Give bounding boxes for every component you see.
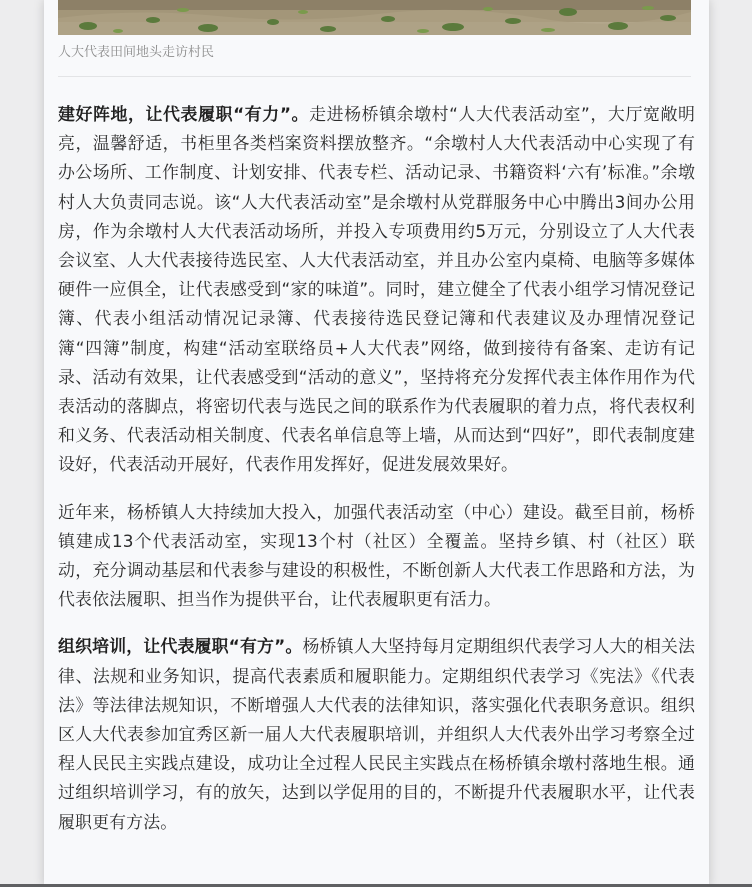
photo-caption: 人大代表田间地头走访村民 — [58, 45, 215, 60]
article-body — [58, 100, 695, 855]
article-container — [44, 0, 709, 887]
paragraph-3-text: 杨桥镇人大坚持每月定期组织代表学习人大的相关法律、法规和业务知识，提高代表素质和履职能力。定期组织代表学习《宪法》《代表法》等法律法规知识，不断增强人大代表的法律知识，落实强化代表职务意识。组织区人大代表参加宜秀区新一届人大代表履职培训，并组织人大代表外出学习考察全过程人民民主实践点建设，成功让全过程人民民主实践点在杨桥镇余墩村落地生根。通过组织培训学习，有的放矢，达到以学促用的目的，不断提升代表履职水平，让代表履职更有方法。 — [58, 636, 695, 832]
paragraph-3-lead: 组织培训，让代表履职“有方”。 — [58, 636, 303, 657]
paragraph-1-text: 走进杨桥镇余墩村“人大代表活动室”，大厅宽敞明亮，温馨舒适，书柜里各类档案资料摆放整齐。“余墩村人大代表活动中心实现了有办公场所、工作制度、计划安排、代表专栏、活动记录、书籍资料‘六有’标准。”余墩村人大负责同志说。该“人大代表活动室”是余墩村从党群服务中心中腾出3间办公用房，作为余墩村人大代表活动场所，并投入专项费用约5万元，分别设立了人大代表会议室、人大代表接待选民室、人大代表活动室，并且办公室内桌椅、电脑等多媒体硬件一应俱全，让代表感受到“家的味道”。同时，建立健全了代表小组学习情况登记簿、代表小组活动情况记录簿、代表接待选民登记簿和代表建议及办理情况登记簿“四簿”制度，构建“活动室联络员+人大代表”网络，做到接待有备案、走访有记录、活动有效果，让代表感受到“活动的意义”，坚持将充分发挥代表主体作用作为代表活动的落脚点，将密切代表与选民之间的联系作为代表履职的着力点，将代表权利和义务、代表活动相关制度、代表名单信息等上墙，从而达到“四好”，即代表制度建设好，代表活动开展好，代表作用发挥好，促进发展效果好。 — [58, 104, 696, 475]
paragraph-2 — [58, 498, 695, 615]
paragraph-2-text: 近年来，杨桥镇人大持续加大投入，加强代表活动室（中心）建设。截至目前，杨桥镇建成13个代表活动室，实现13个村（社区）全覆盖。坚持乡镇、村（社区）联动，充分调动基层和代表参与建设的积极性，不断创新人大代表工作思路和方法，为代表依法履职、担当作为提供平台，让代表履职更有活力。 — [58, 501, 695, 610]
paragraph-3 — [58, 632, 695, 836]
paragraph-1 — [58, 100, 695, 480]
divider — [58, 76, 691, 77]
paragraph-1-lead: 建好阵地，让代表履职“有力”。 — [58, 104, 310, 124]
article-photo — [58, 0, 691, 35]
